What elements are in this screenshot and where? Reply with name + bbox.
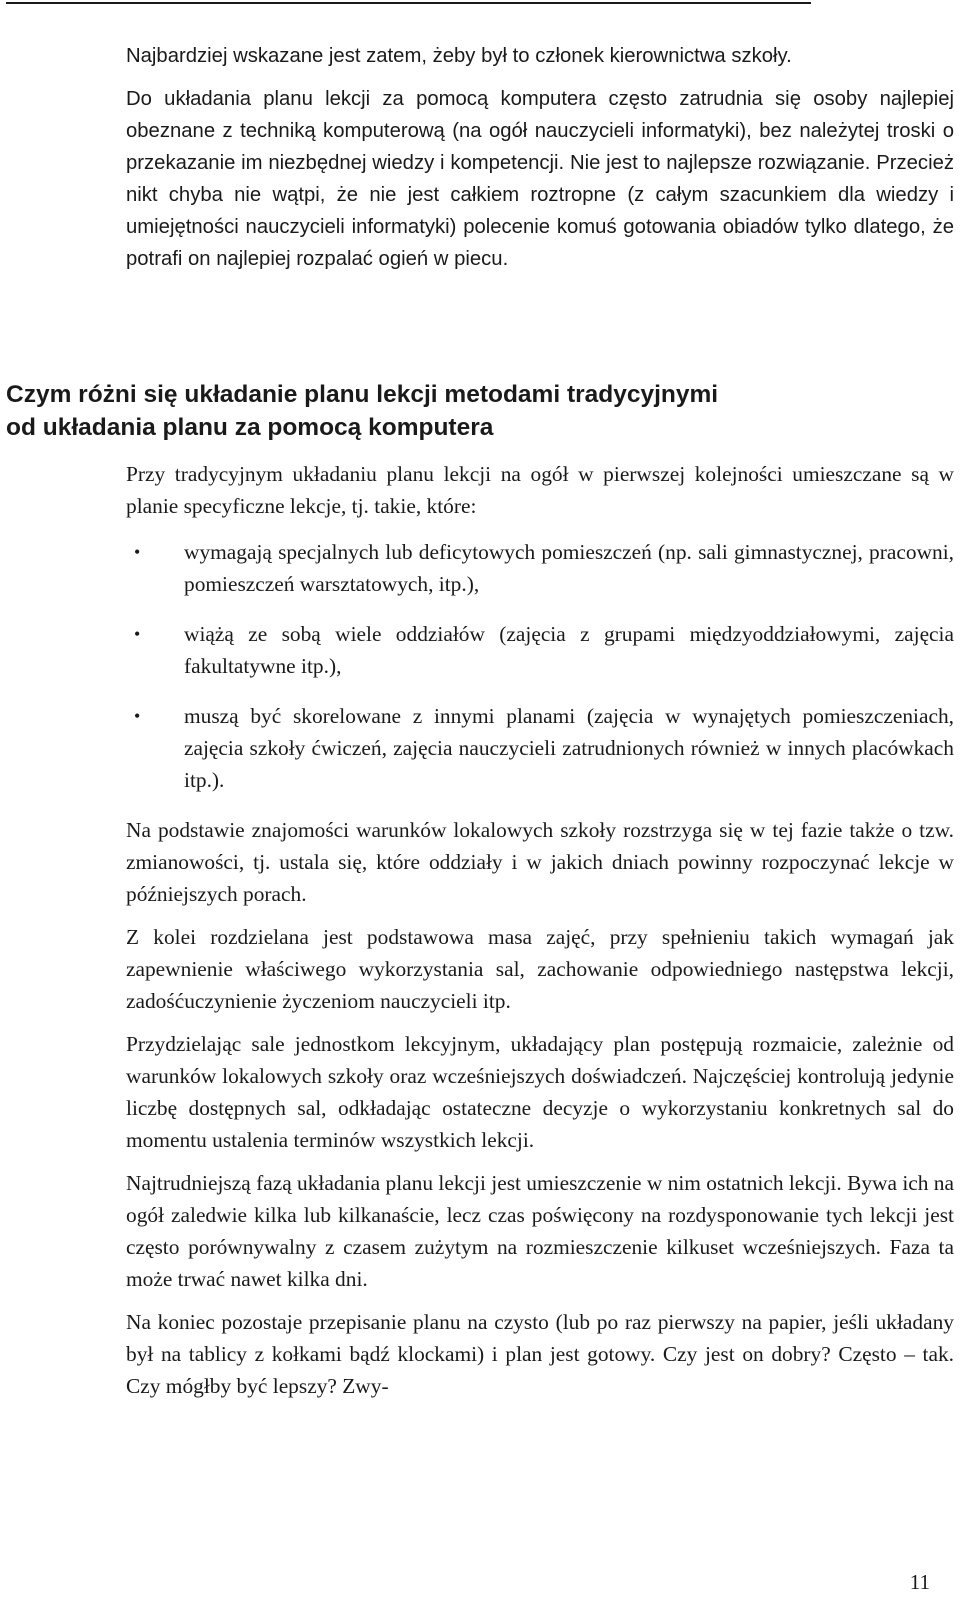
list-item-text: wymagają specjalnych lub deficytowych pomieszczeń (np. sali gimnastycznej, pracowni, pomieszczeń warsztatowych, itp.), <box>184 540 954 596</box>
paragraph-rooms: Przydzielając sale jednostkom lekcyjnym, układający plan postępują rozmaicie, zależnie od warunków lokalowych szkoły oraz wcześniejszych doświadczeń. Najczęściej kontrolują jedynie liczbę dostępnych sal, odkładając ostateczne decyzje o wykorzystaniu konkretnych sal do momentu ustalenia terminów wszystkich lekcji. <box>126 1032 954 1152</box>
section-heading <box>6 378 886 444</box>
list-item-text: muszą być skorelowane z innymi planami (zajęcia w wynajętych pomieszczeniach, zajęcia szkoły ćwiczeń, zajęcia nauczycieli zatrudnionych również w innych placówkach itp.). <box>184 704 954 792</box>
paragraph-final-copy: Na koniec pozostaje przepisanie planu na czysto (lub po raz pierwszy na papier, jeśli układany był na tablicy z kołkami bądź klockami) i plan jest gotowy. Czy jest on dobry? Często – tak. Czy mógłby być lepszy? Zwy- <box>126 1310 954 1398</box>
paragraph-distribution: Z kolei rozdzielana jest podstawowa masa zajęć, przy spełnieniu takich wymagań jak zapewnienie właściwego wykorzystania sal, zachowanie odpowiedniego następstwa lekcji, zadośćuczynienie życzeniom nauczycieli itp. <box>126 925 954 1013</box>
bullet-list <box>126 536 954 796</box>
section-heading-line-2: od układania planu za pomocą komputera <box>6 414 494 441</box>
main-text-block <box>126 458 954 1413</box>
paragraph-leadership: Najbardziej wskazane jest zatem, żeby był to członek kierownictwa szkoły. <box>126 45 792 67</box>
top-text-block <box>126 40 954 286</box>
bullet-icon: • <box>134 624 141 644</box>
list-item <box>126 700 954 796</box>
paragraph-intro: Przy tradycyjnym układaniu planu lekcji na ogół w pierwszej kolejności umieszczane są w planie specyficzne lekcje, tj. takie, które: <box>126 462 954 518</box>
header-rule <box>6 2 811 4</box>
list-item-text: wiążą ze sobą wiele oddziałów (zajęcia z grupami międzyoddziałowymi, zajęcia fakultatywne itp.), <box>184 622 954 678</box>
section-heading-line-1: Czym różni się układanie planu lekcji metodami tradycyjnymi <box>6 381 719 408</box>
page-number: 11 <box>909 1570 930 1594</box>
paragraph-shifts: Na podstawie znajomości warunków lokalowych szkoły rozstrzyga się w tej fazie także o tzw. zmianowości, tj. ustala się, które oddziały i w jakich dniach powinny rozpoczynać lekcje w późniejszych porach. <box>126 818 954 906</box>
bullet-icon: • <box>134 706 141 726</box>
list-item <box>126 536 954 600</box>
bullet-icon: • <box>134 542 141 562</box>
paragraph-computer-staff: Do układania planu lekcji za pomocą komputera często zatrudnia się osoby najlepiej obeznane z techniką komputerową (na ogół nauczycieli informatyki), bez należytej troski o przekazanie im niezbędnej wiedzy i kompetencji. Nie jest to najlepsze rozwiązanie. Przecież nikt chyba nie wątpi, że nie jest całkiem roztropne (z całym szacunkiem dla wiedzy i umiejętności nauczycieli informatyki) polecenie komuś gotowania obiadów tylko dlatego, że potrafi on najlepiej rozpalać ogień w piecu. <box>126 88 954 270</box>
paragraph-hardest-phase: Najtrudniejszą fazą układania planu lekcji jest umieszczenie w nim ostatnich lekcji. Bywa ich na ogół zaledwie kilka lub kilkanaście, lecz czas poświęcony na rozdysponowanie tych lekcji jest często porównywalny z czasem zużytym na rozmieszczenie kilkuset wcześniejszych. Faza ta może trwać nawet kilka dni. <box>126 1171 954 1291</box>
list-item <box>126 618 954 682</box>
